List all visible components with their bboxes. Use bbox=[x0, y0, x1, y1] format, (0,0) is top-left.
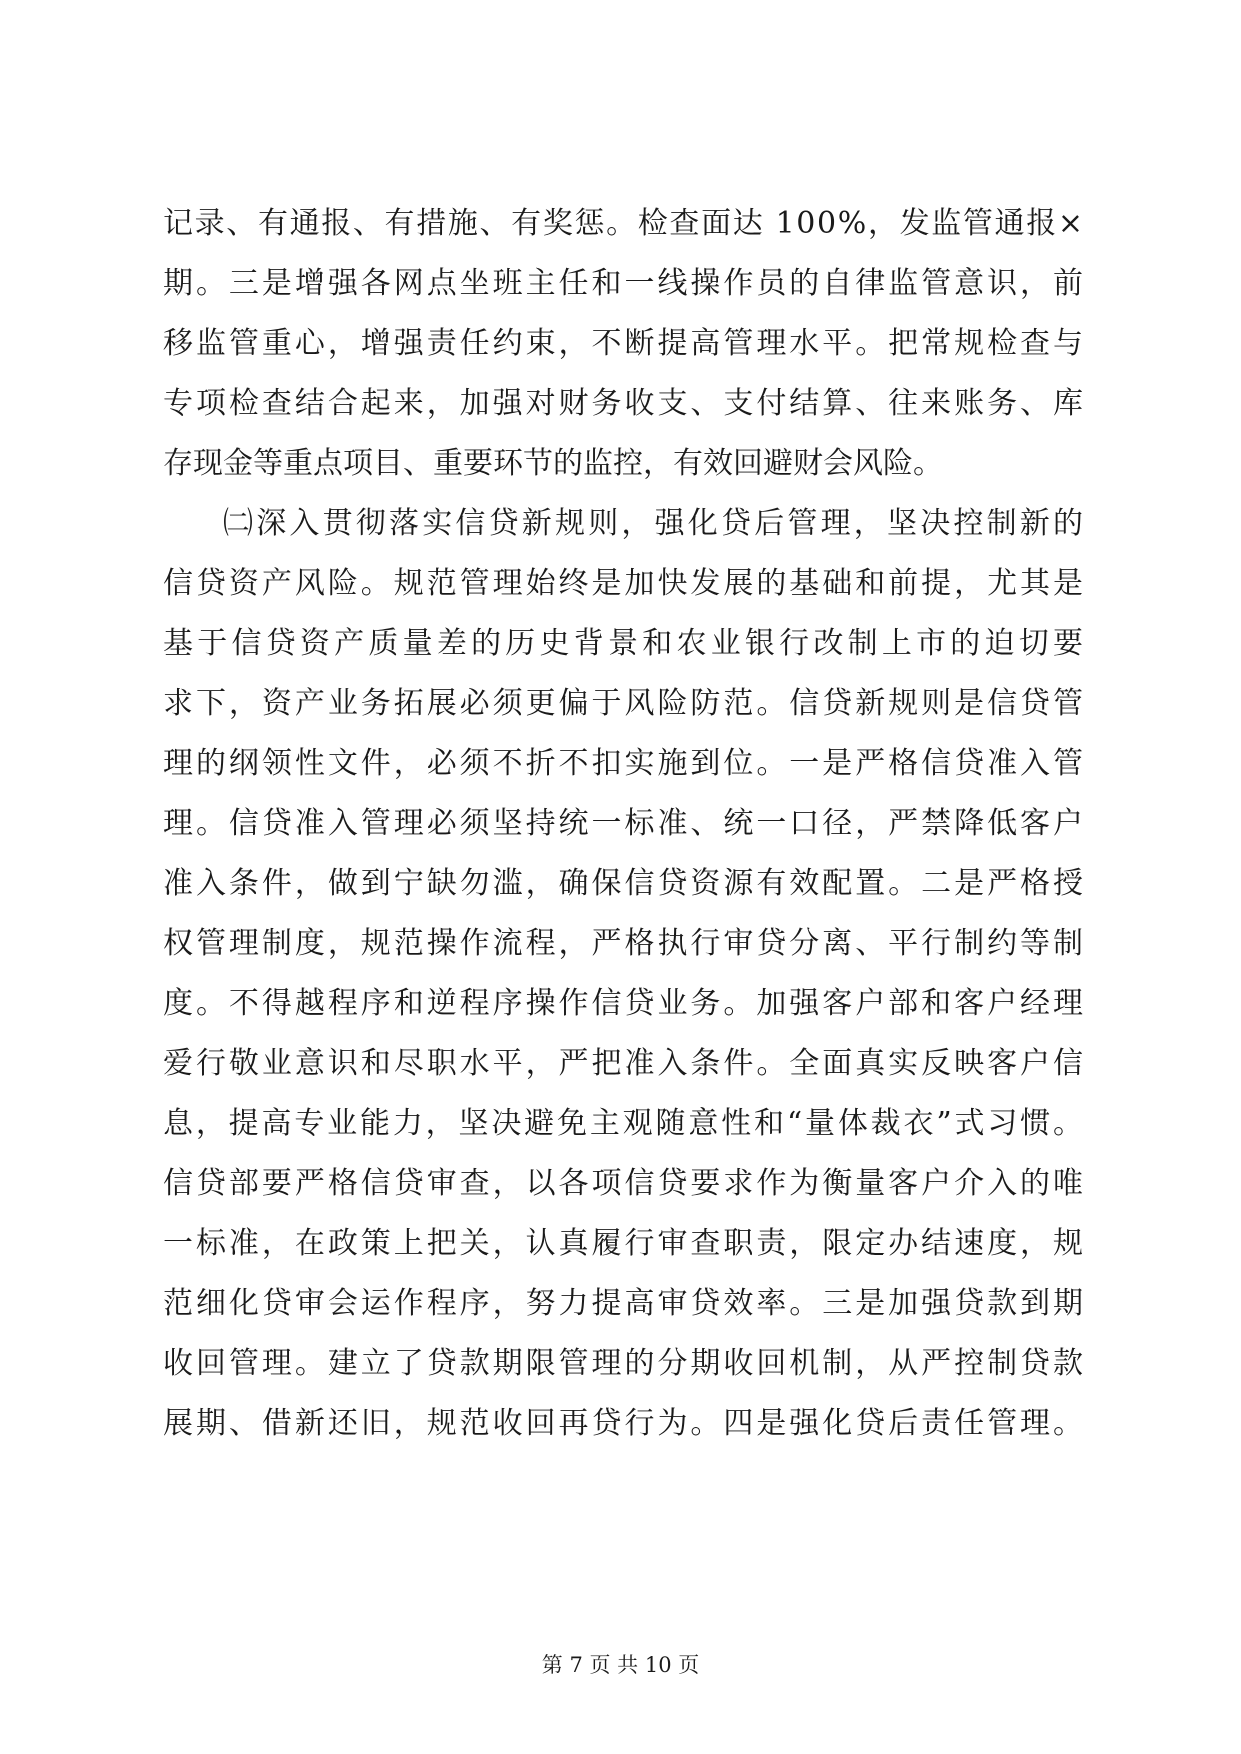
text-line-2: 期。三是增强各网点坐班主任和一线操作员的自律监管意识，前 bbox=[163, 266, 1086, 301]
paragraph-start-line: ㈡深入贯彻落实信贷新规则，强化贷后管理，坚决控制新的 bbox=[223, 506, 1087, 541]
text-line-9: 求下，资产业务拓展必须更偏于风险防范。信贷新规则是信贷管 bbox=[163, 686, 1086, 721]
text-line-17: 信贷部要严格信贷审查，以各项信贷要求作为衡量客户介入的唯 bbox=[163, 1166, 1086, 1201]
text-line-13: 权管理制度，规范操作流程，严格执行审贷分离、平行制约等制 bbox=[163, 926, 1086, 961]
text-line-11: 理。信贷准入管理必须坚持统一标准、统一口径，严禁降低客户 bbox=[163, 806, 1086, 841]
text-line-18: 一标准，在政策上把关，认真履行审查职责，限定办结速度，规 bbox=[163, 1226, 1086, 1261]
text-line-5: 存现金等重点项目、重要环节的监控，有效回避财会风险。 bbox=[163, 446, 943, 481]
text-line-16: 息，提高专业能力，坚决避免主观随意性和“量体裁衣”式习惯。 bbox=[163, 1106, 1086, 1141]
text-line-21: 展期、借新还旧，规范收回再贷行为。四是强化贷后责任管理。 bbox=[163, 1406, 1086, 1441]
text-line-20: 收回管理。建立了贷款期限管理的分期收回机制，从严控制贷款 bbox=[163, 1346, 1086, 1381]
page-number-footer: 第 7 页 共 10 页 bbox=[541, 1653, 700, 1677]
text-line-4: 专项检查结合起来，加强对财务收支、支付结算、往来账务、库 bbox=[163, 386, 1086, 421]
text-line-1: 记录、有通报、有措施、有奖惩。检查面达 100%，发监管通报× bbox=[163, 206, 1085, 241]
text-line-14: 度。不得越程序和逆程序操作信贷业务。加强客户部和客户经理 bbox=[163, 986, 1086, 1021]
text-line-3: 移监管重心，增强责任约束，不断提高管理水平。把常规检查与 bbox=[163, 326, 1086, 361]
text-line-10: 理的纲领性文件，必须不折不扣实施到位。一是严格信贷准入管 bbox=[163, 746, 1086, 781]
text-line-7: 信贷资产风险。规范管理始终是加快发展的基础和前提，尤其是 bbox=[163, 566, 1086, 601]
text-line-8: 基于信贷资产质量差的历史背景和农业银行改制上市的迫切要 bbox=[163, 626, 1088, 661]
text-line-19: 范细化贷审会运作程序，努力提高审贷效率。三是加强贷款到期 bbox=[163, 1286, 1086, 1321]
text-line-12: 准入条件，做到宁缺勿滥，确保信贷资源有效配置。二是严格授 bbox=[163, 866, 1086, 901]
text-line-15: 爱行敬业意识和尽职水平，严把准入条件。全面真实反映客户信 bbox=[163, 1046, 1086, 1081]
